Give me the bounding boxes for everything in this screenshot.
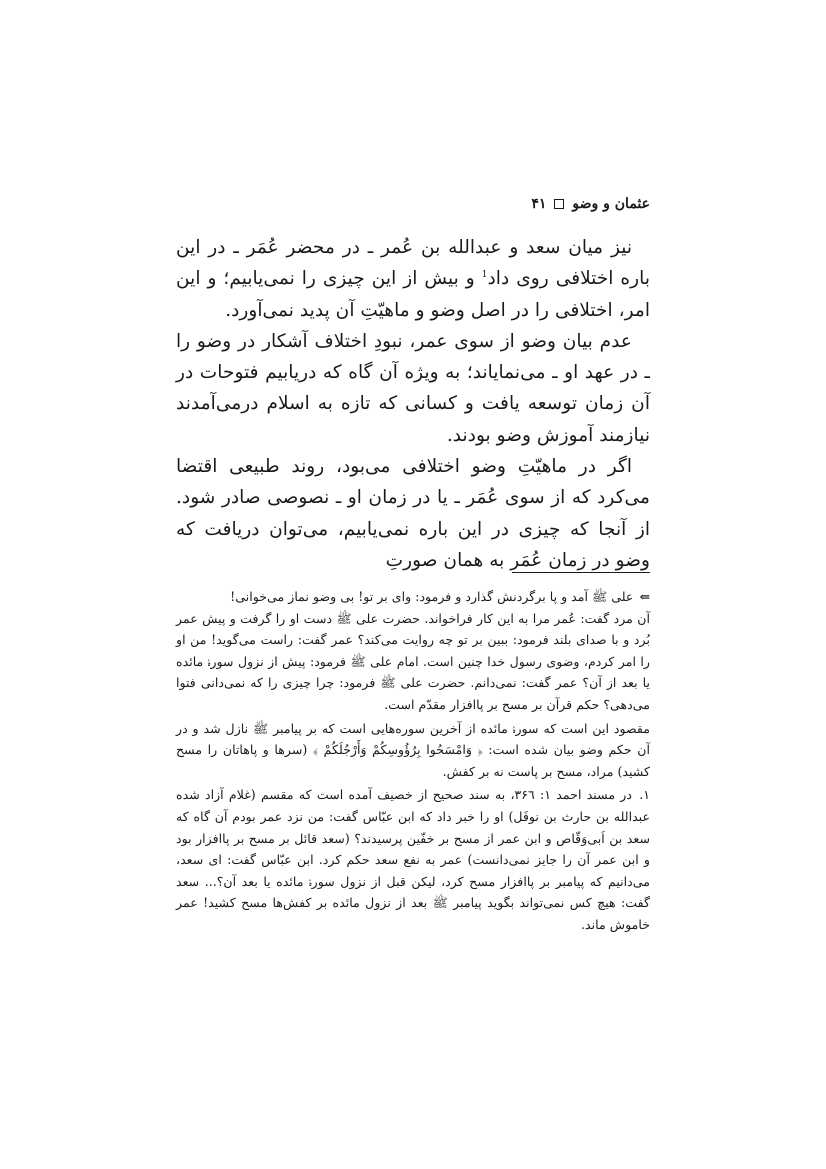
footnote-text: علی ﷺ آمد و پا برگردنش گذارد و فرمود: وای بر تو! بی وضو نماز می‌خوانی! bbox=[230, 589, 634, 604]
footnote-continued-para: آن مرد گفت: عُمر مرا به این کار فراخواند. حضرت علی ﷺ دست او را گرفت و پیش عمر بُرد و با صدای بلند فرمود: ببین بر تو چه روایت می‌کند؟ عمر گفت: راست می‌گوید! من او را امر کردم، وضوی رسول خدا چنین است. امام علی ﷺ فرمود: پیش از نزول سورۂ مائده یا بعد از آن؟ عمر گفت: نمی‌دانم. حضرت علی ﷺ فرمود: چرا چیزی را که نمی‌دانی فتوا می‌دهی؟ حکم قرآن بر مسح بر پاافزار مقدّم است. bbox=[176, 610, 650, 712]
paragraph: عدم بیان وضو از سوی عمر، نبودِ اختلاف آشکار در وضو را ـ در عهد او ـ می‌نمایاند؛ به ویژه آن گاه که دریابیم فتوحات در آن زمان توسعه یافت و کسانی که تازه به اسلام درمی‌آمدند نیازمند آموزش وضو بودند. bbox=[176, 330, 650, 446]
paragraph: اگر در ماهیّتِ وضو اختلافی می‌بود، روند طبیعی اقتضا می‌کرد که از سوی عُمَر ـ یا در زمان او ـ نصوصی صادر شود. از آنجا که چیزی در این باره نمی‌یابیم، می‌توان دریافت که وضو در زمان عُمَر به همان صورتِ bbox=[176, 456, 650, 571]
paragraph-text: نیز میان سعد و عبدالله بن عُمر ـ در محضر عُمَر ـ در این باره اختلافی روی داد bbox=[176, 237, 650, 290]
continuation-arrow-icon: ⇐ bbox=[639, 589, 650, 604]
header-title: عثمان و وضو bbox=[572, 196, 650, 212]
footnote-text: در مسند احمد ۱: ۳۶٦، به سند صحیح از خصیف آمده است که مقسم (غلام آزاد شده عبدالله بن حارث بن نوفَل) او را خبر داد که ابن عبّاس گفت: من نزد عمر بودم آن گاه که سعد بن اَبی‌وَقّاص و ابن عمر از مسح بر خفّین پرسیدند؟ (سعد قائل بر مسح بر پاافزار بود و ابن عمر آن را جایز نمی‌دانست) عمر به نفع سعد حکم کرد. ابن عبّاس گفت: ای سعد، می‌دانیم که پیامبر بر پاافزار مسح کرد، لیکن قبل از نزول سورۂ مائده یا بعد آن؟... سعد گفت: هیچ کس نمی‌تواند بگوید پیامبر ﷺ بعد از نزول مائده بر کفش‌ها مسح کشید! عمر خاموش ماند. bbox=[176, 787, 650, 932]
footnote-continued-line bbox=[176, 586, 650, 608]
main-text bbox=[176, 232, 650, 576]
paragraph bbox=[176, 232, 650, 326]
footnote-number: ۱. bbox=[639, 787, 651, 803]
running-header bbox=[531, 196, 650, 212]
footnote-continued-para: مقصود این است که سورۂ مائده از آخرین سوره‌هایی است که بر پیامبر ﷺ نازل شد و در آن حکم وضو بیان شده است: ﴿ وَامْسَحُوا بِرُؤُوسِكُمْ وَأَرْجُلَكُمْ ﴾ (سرها و پاهاتان را مسح کشید) مراد، مسح بر پاست نه بر کفش. bbox=[176, 720, 650, 779]
paragraph-text: و بیش از این چیزی را نمی‌یابیم؛ و این امر، اختلافی را در اصل وضو و ماهیّتِ آن پدید نمی‌آورد. bbox=[176, 268, 650, 321]
page-number: ۴۱ bbox=[531, 196, 547, 212]
square-ornament-icon bbox=[554, 199, 564, 209]
footnote-1 bbox=[176, 784, 650, 935]
footnote-marker: 1 bbox=[481, 270, 488, 281]
footnotes bbox=[176, 586, 650, 936]
footnote-separator bbox=[512, 572, 650, 573]
